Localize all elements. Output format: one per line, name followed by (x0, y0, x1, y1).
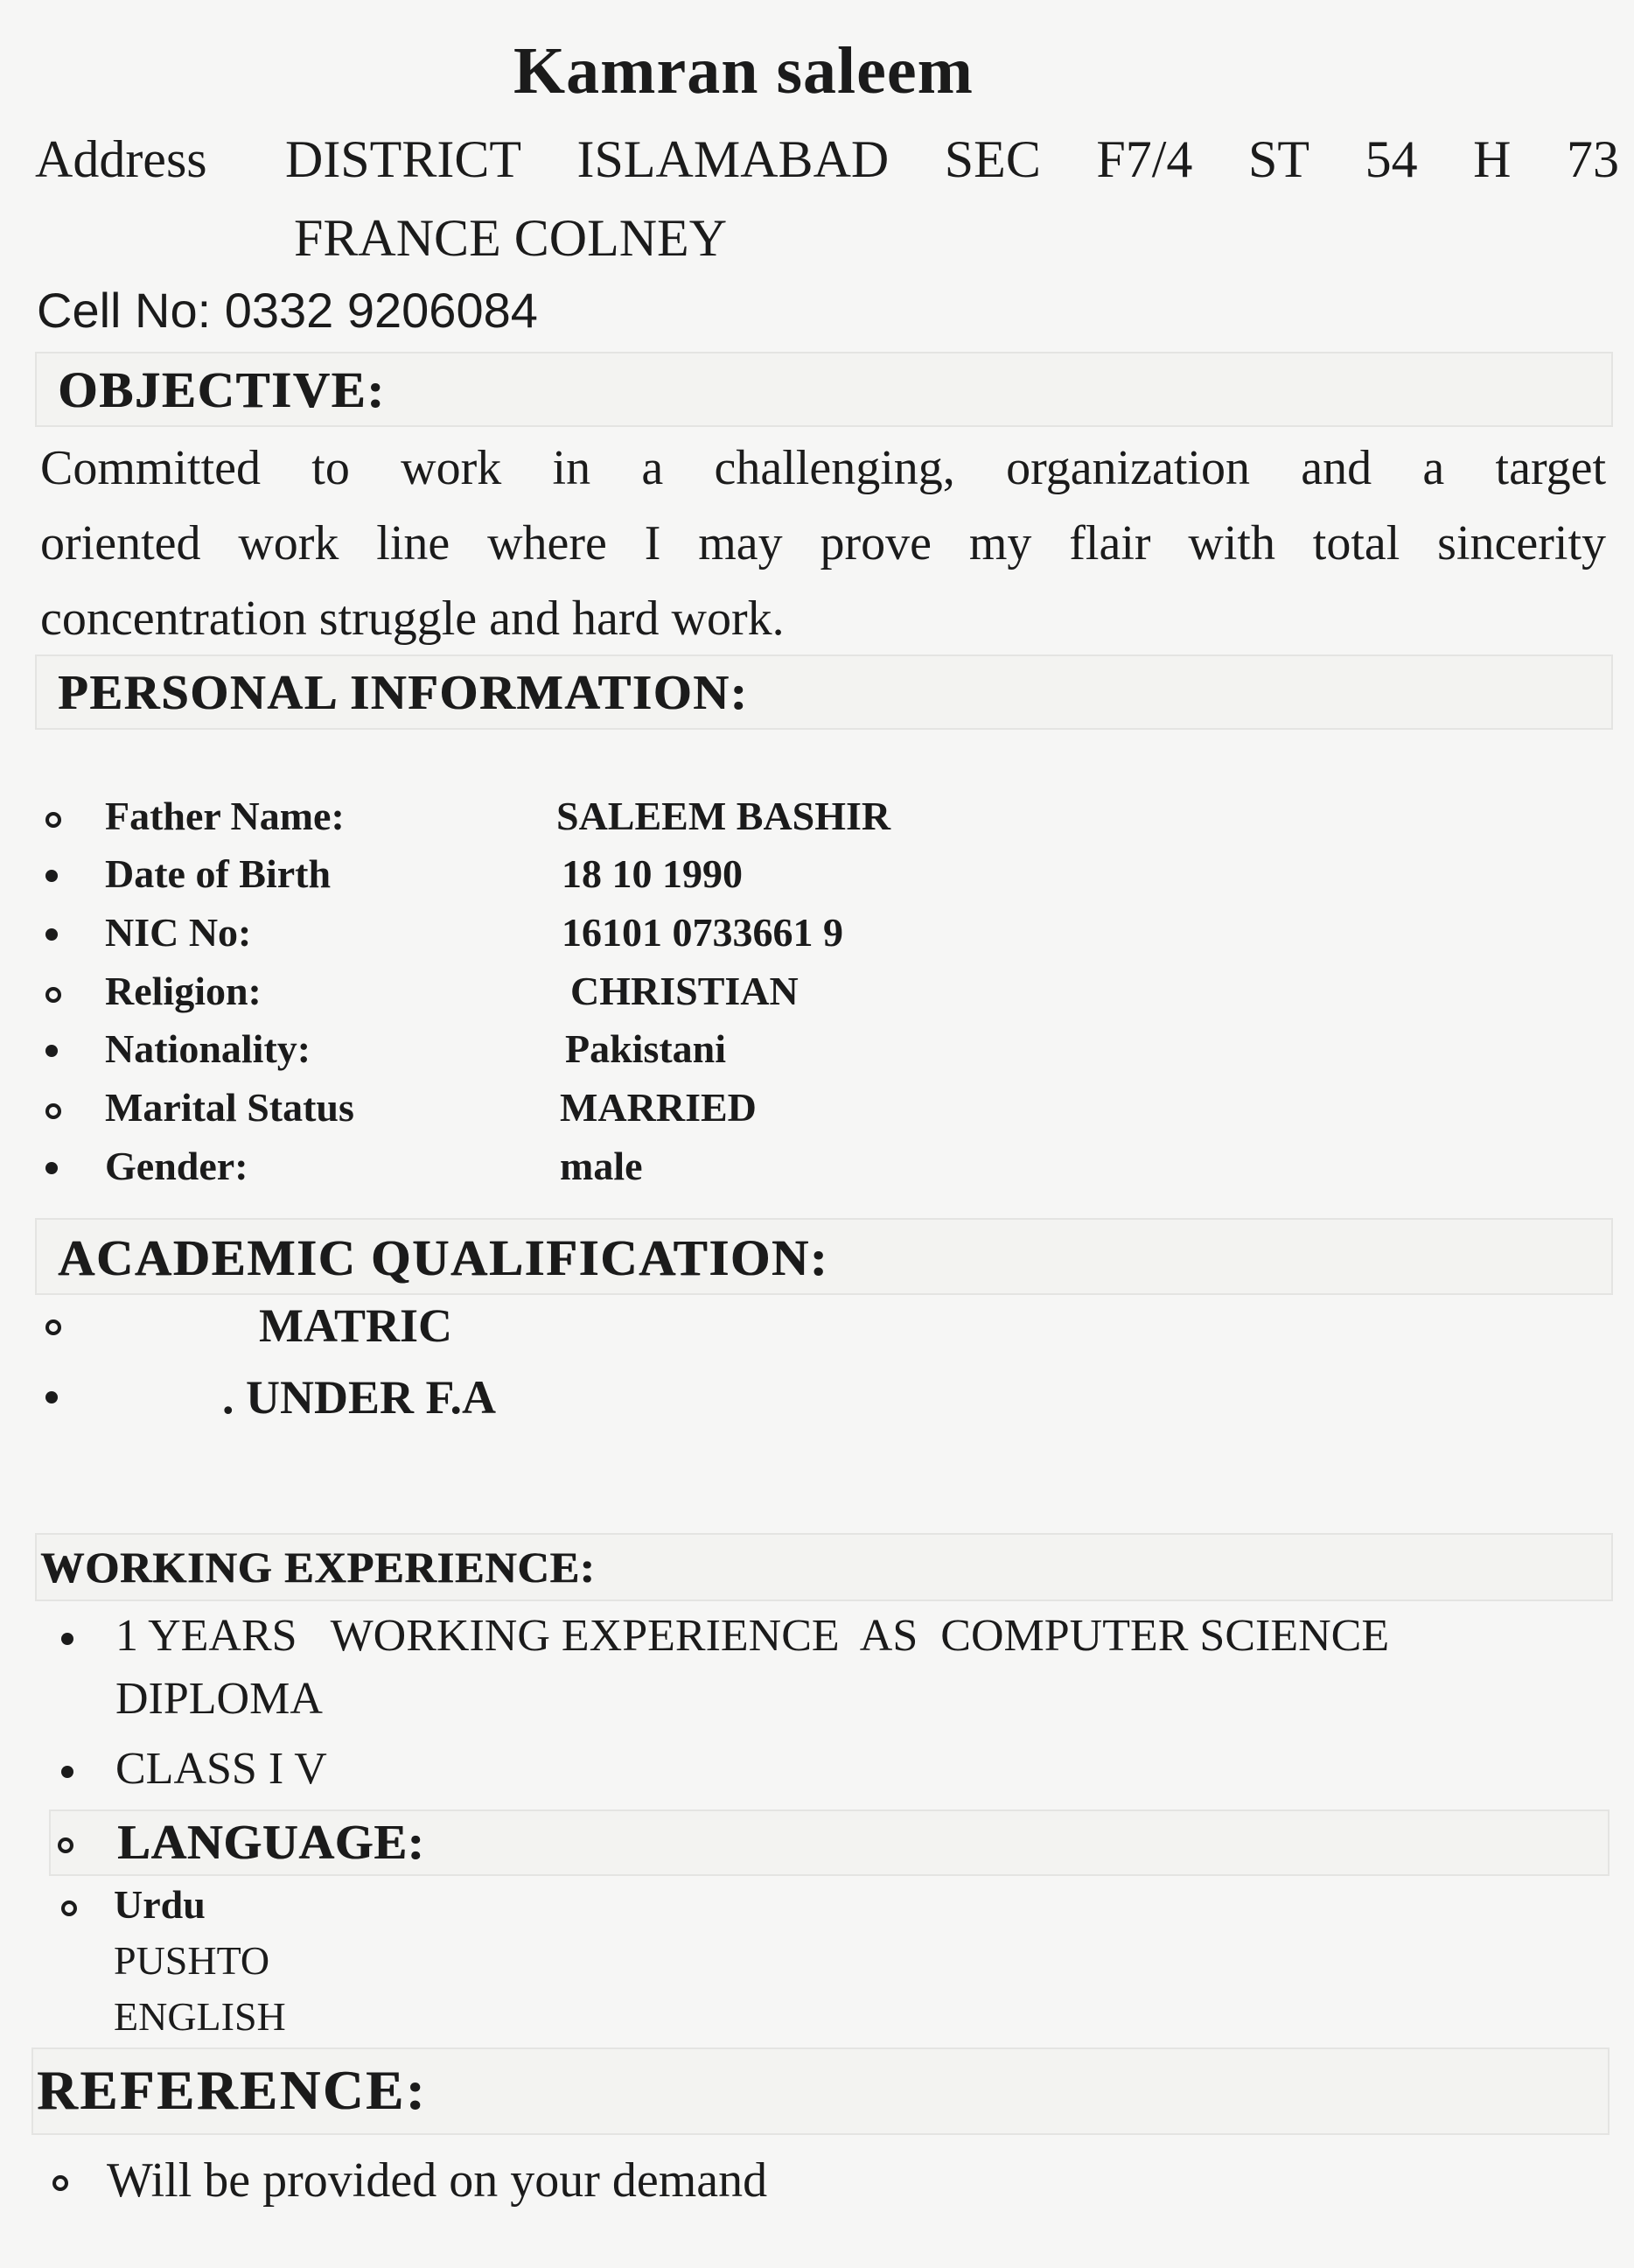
work-item-text: DIPLOMA (115, 1674, 323, 1724)
bullet-icon (45, 1162, 58, 1174)
cell-number: Cell No: 0332 9206084 (37, 283, 538, 338)
objective-text (40, 430, 1606, 656)
address-word: F7/4 (1096, 130, 1193, 188)
language-heading: LANGUAGE: (117, 1816, 425, 1870)
info-label: Nationality: (105, 1026, 311, 1071)
info-label: NIC No: (105, 910, 252, 955)
bullet-icon (45, 1103, 61, 1119)
reference-heading-box (31, 2048, 1610, 2135)
work-item-text: CLASS I V (115, 1744, 327, 1794)
info-label: Father Name: (105, 794, 345, 838)
objective-line: oriented work line where I may prove my flair with total sincerity (40, 516, 1606, 570)
academic-heading-box (35, 1218, 1613, 1295)
qualification: . UNDER F.A (222, 1371, 497, 1424)
address-word: 73 (1567, 130, 1619, 188)
personal-heading: PERSONAL INFORMATION: (58, 666, 749, 720)
address-word: ISLAMABAD (576, 130, 890, 188)
info-label: Marital Status (105, 1085, 354, 1130)
qualification: MATRIC (259, 1299, 452, 1352)
bullet-icon (45, 1391, 58, 1404)
address-word: ST (1247, 130, 1310, 188)
bullet-icon (45, 812, 61, 828)
info-value: Pakistani (565, 1026, 727, 1071)
language-item: Urdu (114, 1882, 206, 1927)
language-item: PUSHTO (114, 1938, 270, 1983)
address-word: 54 (1365, 130, 1418, 188)
info-value: MARRIED (560, 1085, 757, 1130)
info-value: CHRISTIAN (570, 969, 799, 1013)
objective-line: Committed to work in a challenging, organization and a target (40, 441, 1606, 495)
candidate-name: Kamran saleem (513, 34, 974, 108)
address-line-2: FRANCE COLNEY (294, 209, 728, 267)
address-word: H (1473, 130, 1512, 188)
bullet-icon (61, 1633, 73, 1645)
academic-heading: ACADEMIC QUALIFICATION: (58, 1229, 829, 1286)
address-word: DISTRICT (285, 130, 521, 188)
address-line-1 (285, 130, 1619, 190)
info-value: 18 10 1990 (562, 851, 743, 896)
bullet-icon (45, 1320, 61, 1335)
objective-line: concentration struggle and hard work. (40, 592, 785, 646)
bullet-icon (45, 987, 61, 1003)
list-item (40, 1743, 740, 1804)
bullet-icon (58, 1838, 73, 1853)
bullet-icon (52, 2175, 68, 2191)
bullet-icon (61, 1900, 77, 1916)
info-value: male (560, 1144, 643, 1188)
info-value: 16101 0733661 9 (562, 910, 843, 955)
info-value: SALEEM BASHIR (556, 794, 891, 838)
list-item (40, 1370, 740, 1432)
list-item (40, 2152, 1090, 2222)
work-heading: WORKING EXPERIENCE: (40, 1543, 596, 1592)
objective-heading-box (35, 352, 1613, 427)
work-heading-box (35, 1533, 1613, 1601)
address-label: Address (35, 130, 207, 188)
personal-heading-box (35, 654, 1613, 730)
info-label: Date of Birth (105, 851, 332, 896)
bullet-icon (45, 928, 58, 941)
language-heading-box (49, 1810, 1610, 1876)
list-item (40, 1610, 1580, 1732)
objective-heading: OBJECTIVE: (58, 361, 386, 418)
language-list (40, 1881, 740, 2056)
reference-text: Will be provided on your demand (107, 2153, 768, 2208)
work-item-text: 1 YEARS WORKING EXPERIENCE AS COMPUTER SCIENCE (115, 1611, 1390, 1661)
info-label: Gender: (105, 1144, 248, 1188)
bullet-icon (45, 1045, 58, 1057)
reference-heading: REFERENCE: (37, 2059, 428, 2121)
language-item: ENGLISH (114, 1994, 286, 2039)
bullet-icon (45, 870, 58, 882)
address-word: SEC (944, 130, 1041, 188)
list-item (40, 1298, 740, 1360)
info-label: Religion: (105, 969, 262, 1013)
bullet-icon (61, 1766, 73, 1778)
